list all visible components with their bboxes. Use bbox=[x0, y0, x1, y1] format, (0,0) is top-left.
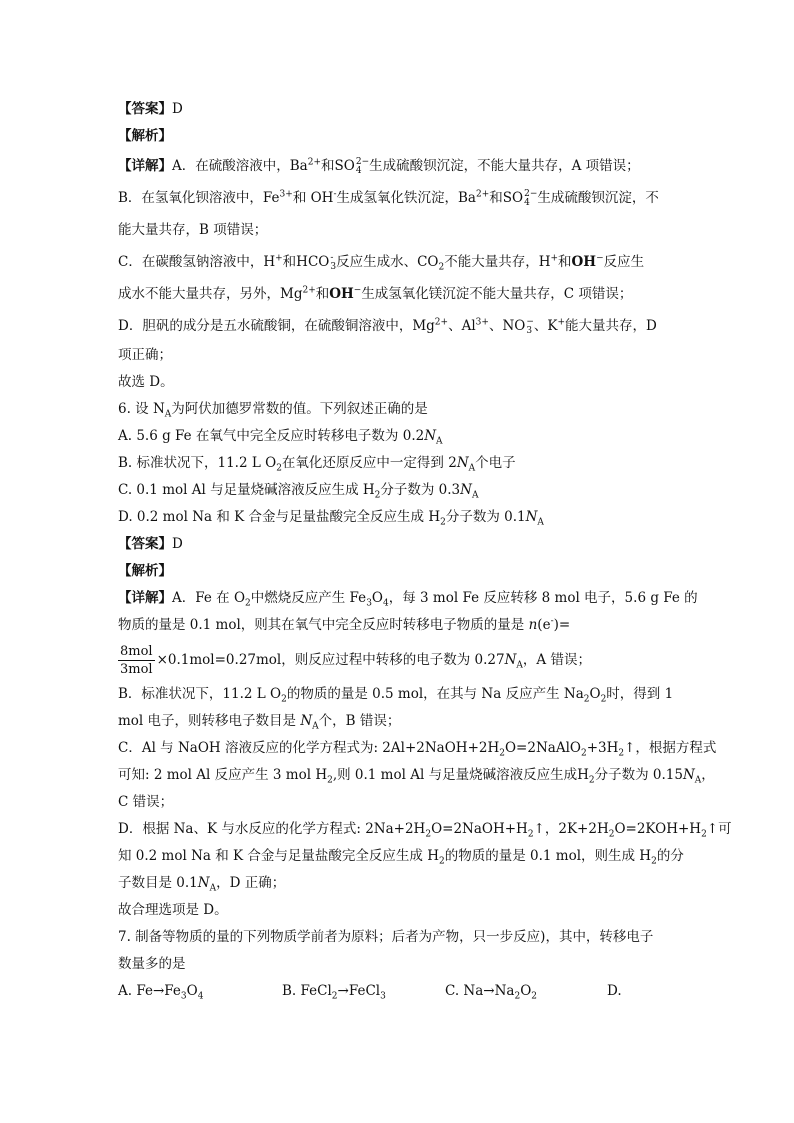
q6-option-c: C. 0.1 mol Al 与足量烧碱溶液反应生成 $H_2$分子数为 $0.3N_A$ bbox=[118, 482, 479, 501]
analysis-heading bbox=[118, 123, 688, 150]
q6-detail-a-cont: 物质的量是 0.1 mol，则其在氧气中完全反应时转移电子物质的量是 n(e-)= bbox=[118, 616, 571, 633]
q5-detail-c-cont: 成水不能大量共存，另外，$Mg^{2+}$和OH−生成氢氧化镁沉淀不能大量共存，C 项错误； bbox=[118, 285, 633, 302]
q7-stem-cont: 数量多的是 bbox=[118, 956, 186, 972]
q7-option-c: C. $Na\to Na_2O_2$ bbox=[445, 983, 538, 1002]
q6-detail-d: D．根据 Na、K 与水反应的化学方程式: $2Na+2H_2O=2NaOH+H_2↑$，$2K+2H_2O=2KOH+H_2↑$可 bbox=[118, 821, 732, 840]
answer-label: 【答案】 bbox=[118, 101, 172, 117]
answer-line bbox=[118, 96, 688, 123]
analysis-label: 【解析】 bbox=[118, 128, 172, 144]
q6-conclusion: 故合理选项是 D。 bbox=[118, 902, 228, 918]
q5-detail-d-cont: 项正确； bbox=[118, 347, 172, 363]
q6-detail-d-cont2: 子数目是 $0.1N_A$，D 正确； bbox=[118, 875, 286, 894]
q7-stem: 7. 制备等物质的量的下列物质学前者为原料；后者为产物，只一步反应)，其中，转移电子 bbox=[118, 929, 654, 945]
q6-stem: 6. 设 $N_A$为阿伏加德罗常数的值。下列叙述正确的是 bbox=[118, 401, 428, 420]
q6-option-d: D. 0.2 mol Na 和 K 合金与足量盐酸完全反应生成 $H_2$分子数为 $0.1N_A$ bbox=[118, 509, 544, 528]
q6-option-a: A. 5.6 g Fe 在氧气中完全反应时转移电子数为 $0.2N_A$ bbox=[118, 428, 443, 447]
detail-label: 【详解】 bbox=[118, 158, 172, 174]
q7-option-a: A. $Fe\to Fe_3O_4$ bbox=[118, 983, 204, 1002]
q6-detail-c-cont2: C 错误； bbox=[118, 794, 174, 810]
q5-detail-b: B．在氢氧化钡溶液中，$Fe^{3+}$和 OH-生成氢氧化铁沉淀，$Ba^{2+}$和SO 2− 4 生成硫酸钡沉淀，不 bbox=[118, 188, 659, 208]
q5-detail-c: C．在碳酸氢钠溶液中，H+和HCO - 3 反应生成水、$CO_2$不能大量共存，H+和OH−反应生 bbox=[118, 252, 645, 273]
q6-answer-line: 【答案】D bbox=[118, 536, 183, 552]
q6-detail-b-cont: mol 电子，则转移电子数目是 $N_A$个，B 错误； bbox=[118, 713, 401, 732]
q5-conclusion: 故选 D。 bbox=[118, 374, 174, 390]
q5-detail-b-cont: 能大量共存，B 项错误； bbox=[118, 222, 268, 238]
q7-option-b: B. FeCl$_2$→FeCl$_3$ bbox=[282, 983, 386, 1002]
q6-detail-a: 【详解】A．Fe 在 $O_2$中燃烧反应产生 $Fe_3O_4$，每 3 mol Fe 反应转移 8 mol 电子，5.6 g Fe 的 bbox=[118, 590, 698, 609]
fraction: $\frac{\text{8mol}}{\text{3mol}}$ bbox=[120, 644, 153, 677]
q5-detail-d: D．胆矾的成分是五水硫酸铜，在硫酸铜溶液中，$Mg^{2+}$、$Al^{3+}$、NO − 3 、K+能大量共存，D bbox=[118, 316, 657, 336]
q6-detail-c-cont: 可知: 2 mol Al 反应产生 3 mol $H_2$,则 0.1 mol Al 与足量烧碱溶液反应生成$H_2$分子数为 $0.15N_A$， bbox=[118, 767, 715, 786]
q6-detail-d-cont: 知 0.2 mol Na 和 K 合金与足量盐酸完全反应生成 $H_2$的物质的量是 0.1 mol，则生成 $H_2$的分 bbox=[118, 848, 684, 867]
q6-option-b: B. 标准状况下，11.2 L $O_2$在氧化还原反应中一定得到 $2N_A$个电子 bbox=[118, 455, 516, 474]
q5-detail-a: 【详解】A．在硫酸溶液中，$Ba^{2+}$和SO 2− 4 生成硫酸钡沉淀，不能大量共存，A 项错误； bbox=[118, 156, 640, 176]
q6-detail-a-fraction-line: $\frac{\text{8mol}}{\text{3mol}}$ ×0.1mol=0.27mol，则反应过程中转移的电子数为 $0.27N_A$，A 错误； bbox=[120, 644, 591, 677]
q6-detail-b: B．标准状况下，11.2 L $O_2$的物质的量是 0.5 mol，在其与 Na 反应产生 $Na_2O_2$时，得到 1 bbox=[118, 686, 674, 705]
q7-options bbox=[118, 978, 688, 1005]
document-page bbox=[118, 96, 732, 1005]
answer-value: D bbox=[172, 101, 183, 117]
q7-option-d: D. bbox=[607, 983, 622, 999]
q6-analysis-heading: 【解析】 bbox=[118, 563, 172, 579]
q6-detail-c: C．Al 与 NaOH 溶液反应的化学方程式为: $2Al+2NaOH+2H_2O=2NaAlO_2+3H_2↑$，根据方程式 bbox=[118, 740, 717, 759]
